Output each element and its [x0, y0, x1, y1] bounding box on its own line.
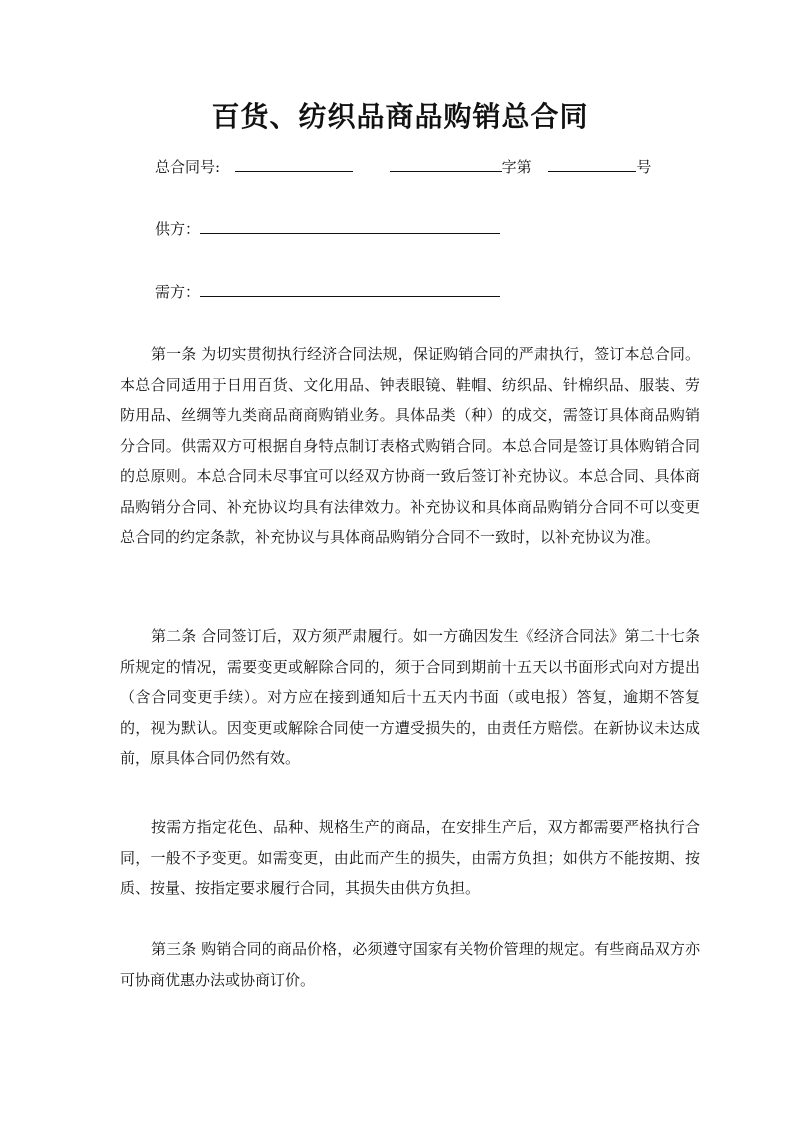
num-label: 号: [636, 158, 652, 176]
char-label: 字第: [501, 158, 532, 176]
article-2-custom-goods-paragraph: 按需方指定花色、品种、规格生产的商品，在安排生产后，双方都需要严格执行合同，一般不予变更。如需变更，由此而产生的损失，由需方负担；如供方不能按期、按质、按量、按指定要求履行合同，其损失由供方负担。: [120, 818, 700, 897]
contract-seq-blank[interactable]: [548, 157, 636, 172]
buyer-row: [155, 281, 500, 302]
buyer-label: 需方：: [155, 283, 201, 301]
article-3-paragraph: 第三条 购销合同的商品价格，必须遵守国家有关物价管理的规定。有些商品双方亦可协商优惠办法或协商订价。: [120, 940, 700, 989]
supplier-label: 供方：: [155, 220, 201, 238]
contract-no-label: 总合同号:: [155, 158, 221, 176]
document-title: 百货、纺织品商品购销总合同: [211, 100, 589, 133]
contract-prefix-blank[interactable]: [390, 157, 502, 172]
contract-number-row: [155, 156, 651, 177]
contract-no-blank[interactable]: [235, 157, 353, 172]
supplier-row: [155, 218, 500, 239]
supplier-blank[interactable]: [200, 219, 500, 234]
article-1-paragraph: 第一条 为切实贯彻执行经济合同法规，保证购销合同的严肃执行，签订本总合同。本总合同适用于日用百货、文化用品、钟表眼镜、鞋帽、纺织品、针棉织品、服装、劳防用品、丝绸等九类商品商商购销业务。具体品类（种）的成交，需签订具体商品购销分合同。供需双方可根据自身特点制订表格式购销合同。本总合同是签订具体购销合同的总原则。本总合同未尽事宜可以经双方协商一致后签订补充协议。本总合同、具体商品购销分合同、补充协议均具有法律效力。补充协议和具体商品购销分合同不可以变更总合同的约定条款，补充协议与具体商品购销分合同不一致时，以补充协议为准。: [120, 345, 700, 546]
buyer-blank[interactable]: [200, 282, 500, 297]
article-2-paragraph: 第二条 合同签订后，双方须严肃履行。如一方确因发生《经济合同法》第二十七条所规定的情况，需要变更或解除合同的，须于合同到期前十五天以书面形式向对方提出（含合同变更手续）。对方应在接到通知后十五天内书面（或电报）答复，逾期不答复的，视为默认。因变更或解除合同使一方遭受损失的，由责任方赔偿。在新协议未达成前，原具体合同仍然有效。: [120, 627, 700, 767]
